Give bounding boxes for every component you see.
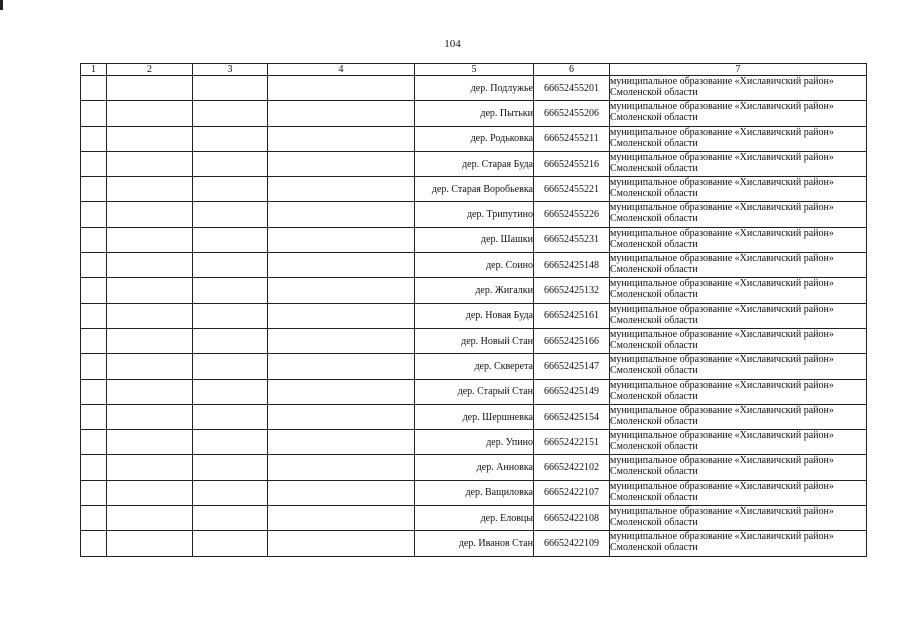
municipality-cell [610, 455, 867, 480]
oktmo-code-cell: 66652422108 [534, 506, 610, 531]
empty-cell-col-4 [268, 278, 415, 303]
municipality-line-1: муниципальное образование «Хиславичский район» [610, 126, 834, 138]
municipality-line-2: Смоленской области [610, 264, 698, 276]
empty-cell-col-1 [81, 506, 107, 531]
settlement-name-cell: дер. Трипутино [415, 202, 534, 227]
empty-cell-col-1 [81, 101, 107, 126]
oktmo-code-cell: 66652425148 [534, 253, 610, 278]
municipality-line-1: муниципальное образование «Хиславичский район» [610, 202, 834, 214]
empty-cell-col-2 [107, 303, 193, 328]
municipality-line-2: Смоленской области [610, 466, 698, 478]
municipality-line-1: муниципальное образование «Хиславичский район» [610, 506, 834, 518]
oktmo-code-cell: 66652422107 [534, 480, 610, 505]
empty-cell-col-1 [81, 202, 107, 227]
table-row [81, 354, 867, 379]
municipality-cell [610, 76, 867, 101]
empty-cell-col-2 [107, 328, 193, 353]
empty-cell-col-4 [268, 379, 415, 404]
empty-cell-col-4 [268, 76, 415, 101]
col-header-6: 6 [534, 64, 610, 76]
table-row [81, 177, 867, 202]
empty-cell-col-2 [107, 455, 193, 480]
table-row [81, 101, 867, 126]
oktmo-code-cell: 66652455231 [534, 227, 610, 252]
municipality-line-1: муниципальное образование «Хиславичский район» [610, 328, 834, 340]
empty-cell-col-3 [193, 430, 268, 455]
empty-cell-col-2 [107, 278, 193, 303]
municipality-line-2: Смоленской области [610, 517, 698, 529]
page-number: 104 [444, 38, 461, 50]
table-row [81, 202, 867, 227]
empty-cell-col-4 [268, 455, 415, 480]
settlements-table [80, 63, 867, 557]
empty-cell-col-2 [107, 506, 193, 531]
municipality-line-2: Смоленской области [610, 188, 698, 200]
municipality-line-2: Смоленской области [610, 289, 698, 301]
settlement-name-cell: дер. Родьковка [415, 126, 534, 151]
municipality-line-2: Смоленской области [610, 238, 698, 250]
municipality-line-1: муниципальное образование «Хиславичский район» [610, 303, 834, 315]
empty-cell-col-2 [107, 101, 193, 126]
municipality-line-2: Смоленской области [610, 213, 698, 225]
oktmo-code-cell: 66652455211 [534, 126, 610, 151]
empty-cell-col-3 [193, 101, 268, 126]
empty-cell-col-3 [193, 354, 268, 379]
municipality-line-1: муниципальное образование «Хиславичский район» [610, 278, 834, 290]
empty-cell-col-4 [268, 328, 415, 353]
municipality-line-2: Смоленской области [610, 112, 698, 124]
settlement-name-cell: дер. Новая Буда [415, 303, 534, 328]
empty-cell-col-2 [107, 480, 193, 505]
empty-cell-col-3 [193, 177, 268, 202]
empty-cell-col-1 [81, 126, 107, 151]
oktmo-code-cell: 66652425161 [534, 303, 610, 328]
municipality-cell [610, 354, 867, 379]
settlement-name-cell: дер. Упино [415, 430, 534, 455]
header-row [81, 64, 867, 76]
municipality-cell [610, 227, 867, 252]
settlement-name-cell: дер. Новый Стан [415, 328, 534, 353]
settlement-name-cell: дер. Соино [415, 253, 534, 278]
empty-cell-col-3 [193, 303, 268, 328]
municipality-line-2: Смоленской области [610, 137, 698, 149]
empty-cell-col-2 [107, 430, 193, 455]
municipality-line-1: муниципальное образование «Хиславичский район» [610, 101, 834, 113]
empty-cell-col-4 [268, 151, 415, 176]
table-row [81, 227, 867, 252]
municipality-cell [610, 379, 867, 404]
municipality-line-2: Смоленской области [610, 491, 698, 503]
settlement-name-cell: дер. Жигалки [415, 278, 534, 303]
oktmo-code-cell: 66652425147 [534, 354, 610, 379]
table-row [81, 404, 867, 429]
empty-cell-col-2 [107, 354, 193, 379]
empty-cell-col-3 [193, 202, 268, 227]
empty-cell-col-1 [81, 480, 107, 505]
municipality-line-1: муниципальное образование «Хиславичский район» [610, 227, 834, 239]
municipality-cell [610, 126, 867, 151]
empty-cell-col-2 [107, 202, 193, 227]
municipality-cell [610, 404, 867, 429]
empty-cell-col-2 [107, 379, 193, 404]
empty-cell-col-3 [193, 253, 268, 278]
municipality-cell [610, 430, 867, 455]
municipality-line-1: муниципальное образование «Хиславичский район» [610, 404, 834, 416]
empty-cell-col-2 [107, 177, 193, 202]
empty-cell-col-1 [81, 227, 107, 252]
municipality-cell [610, 177, 867, 202]
municipality-line-1: муниципальное образование «Хиславичский район» [610, 253, 834, 265]
empty-cell-col-1 [81, 253, 107, 278]
empty-cell-col-1 [81, 151, 107, 176]
col-header-5: 5 [415, 64, 534, 76]
municipality-line-1: муниципальное образование «Хиславичский район» [610, 455, 834, 467]
municipality-line-1: муниципальное образование «Хиславичский район» [610, 76, 834, 87]
empty-cell-col-3 [193, 455, 268, 480]
municipality-line-1: муниципальное образование «Хиславичский район» [610, 430, 834, 442]
empty-cell-col-3 [193, 278, 268, 303]
settlement-name-cell: дер. Пытьки [415, 101, 534, 126]
empty-cell-col-3 [193, 126, 268, 151]
empty-cell-col-1 [81, 531, 107, 556]
table-row [81, 430, 867, 455]
municipality-line-2: Смоленской области [610, 542, 698, 554]
empty-cell-col-1 [81, 354, 107, 379]
empty-cell-col-1 [81, 328, 107, 353]
empty-cell-col-3 [193, 76, 268, 101]
oktmo-code-cell: 66652422109 [534, 531, 610, 556]
municipality-line-2: Смоленской области [610, 314, 698, 326]
municipality-cell [610, 328, 867, 353]
empty-cell-col-4 [268, 126, 415, 151]
table-row [81, 253, 867, 278]
col-header-7: 7 [610, 64, 867, 76]
col-header-1: 1 [81, 64, 107, 76]
empty-cell-col-4 [268, 253, 415, 278]
municipality-cell [610, 480, 867, 505]
table-row [81, 506, 867, 531]
empty-cell-col-3 [193, 227, 268, 252]
settlement-name-cell: дер. Шашки [415, 227, 534, 252]
municipality-line-2: Смоленской области [610, 87, 698, 98]
empty-cell-col-1 [81, 379, 107, 404]
empty-cell-col-4 [268, 227, 415, 252]
oktmo-code-cell: 66652425132 [534, 278, 610, 303]
col-header-4: 4 [268, 64, 415, 76]
oktmo-code-cell: 66652425166 [534, 328, 610, 353]
table-row [81, 455, 867, 480]
oktmo-code-cell: 66652455206 [534, 101, 610, 126]
empty-cell-col-1 [81, 430, 107, 455]
municipality-line-2: Смоленской области [610, 365, 698, 377]
municipality-cell [610, 151, 867, 176]
empty-cell-col-1 [81, 278, 107, 303]
empty-cell-col-4 [268, 480, 415, 505]
oktmo-code-cell: 66652425154 [534, 404, 610, 429]
municipality-cell [610, 278, 867, 303]
table-row [81, 278, 867, 303]
settlement-name-cell: дер. Старая Буда [415, 151, 534, 176]
table-row [81, 126, 867, 151]
municipality-cell [610, 202, 867, 227]
empty-cell-col-4 [268, 404, 415, 429]
municipality-line-1: муниципальное образование «Хиславичский район» [610, 531, 834, 543]
empty-cell-col-4 [268, 202, 415, 227]
settlement-name-cell: дер. Старый Стан [415, 379, 534, 404]
settlement-name-cell: дер. Ващиловка [415, 480, 534, 505]
municipality-cell [610, 506, 867, 531]
settlement-name-cell: дер. Анновка [415, 455, 534, 480]
empty-cell-col-2 [107, 76, 193, 101]
municipality-line-2: Смоленской области [610, 415, 698, 427]
municipality-line-1: муниципальное образование «Хиславичский район» [610, 151, 834, 163]
empty-cell-col-1 [81, 455, 107, 480]
empty-cell-col-3 [193, 531, 268, 556]
table-row [81, 303, 867, 328]
municipality-line-1: муниципальное образование «Хиславичский район» [610, 379, 834, 391]
table-row [81, 76, 867, 101]
municipality-cell [610, 303, 867, 328]
municipality-cell [610, 253, 867, 278]
settlement-name-cell: дер. Старая Воробьевка [415, 177, 534, 202]
empty-cell-col-3 [193, 404, 268, 429]
empty-cell-col-2 [107, 531, 193, 556]
municipality-line-2: Смоленской области [610, 390, 698, 402]
table-row [81, 379, 867, 404]
empty-cell-col-4 [268, 531, 415, 556]
municipality-line-2: Смоленской области [610, 162, 698, 174]
oktmo-code-cell: 66652455201 [534, 76, 610, 101]
municipality-line-1: муниципальное образование «Хиславичский район» [610, 354, 834, 366]
empty-cell-col-4 [268, 506, 415, 531]
empty-cell-col-1 [81, 76, 107, 101]
empty-cell-col-3 [193, 379, 268, 404]
oktmo-code-cell: 66652422102 [534, 455, 610, 480]
empty-cell-col-4 [268, 101, 415, 126]
empty-cell-col-3 [193, 480, 268, 505]
table-row [81, 328, 867, 353]
empty-cell-col-2 [107, 227, 193, 252]
empty-cell-col-1 [81, 404, 107, 429]
empty-cell-col-4 [268, 354, 415, 379]
empty-cell-col-2 [107, 253, 193, 278]
empty-cell-col-2 [107, 404, 193, 429]
municipality-cell [610, 531, 867, 556]
settlement-name-cell: дер. Иванов Стан [415, 531, 534, 556]
settlement-name-cell: дер. Скверета [415, 354, 534, 379]
table-row [81, 151, 867, 176]
municipality-cell [610, 101, 867, 126]
municipality-line-2: Смоленской области [610, 339, 698, 351]
municipality-line-2: Смоленской области [610, 441, 698, 453]
oktmo-code-cell: 66652422151 [534, 430, 610, 455]
table-row [81, 480, 867, 505]
oktmo-code-cell: 66652425149 [534, 379, 610, 404]
scan-edge-mark [0, 0, 3, 10]
empty-cell-col-3 [193, 328, 268, 353]
empty-cell-col-3 [193, 151, 268, 176]
settlement-name-cell: дер. Шершневка [415, 404, 534, 429]
empty-cell-col-3 [193, 506, 268, 531]
empty-cell-col-4 [268, 430, 415, 455]
empty-cell-col-2 [107, 126, 193, 151]
municipality-line-1: муниципальное образование «Хиславичский район» [610, 177, 834, 189]
empty-cell-col-1 [81, 177, 107, 202]
municipality-line-1: муниципальное образование «Хиславичский район» [610, 480, 834, 492]
settlement-name-cell: дер. Еловцы [415, 506, 534, 531]
empty-cell-col-4 [268, 303, 415, 328]
empty-cell-col-2 [107, 151, 193, 176]
oktmo-code-cell: 66652455216 [534, 151, 610, 176]
empty-cell-col-4 [268, 177, 415, 202]
col-header-2: 2 [107, 64, 193, 76]
oktmo-code-cell: 66652455226 [534, 202, 610, 227]
empty-cell-col-1 [81, 303, 107, 328]
col-header-3: 3 [193, 64, 268, 76]
settlement-name-cell: дер. Подлужье [415, 76, 534, 101]
table-row [81, 531, 867, 556]
oktmo-code-cell: 66652455221 [534, 177, 610, 202]
